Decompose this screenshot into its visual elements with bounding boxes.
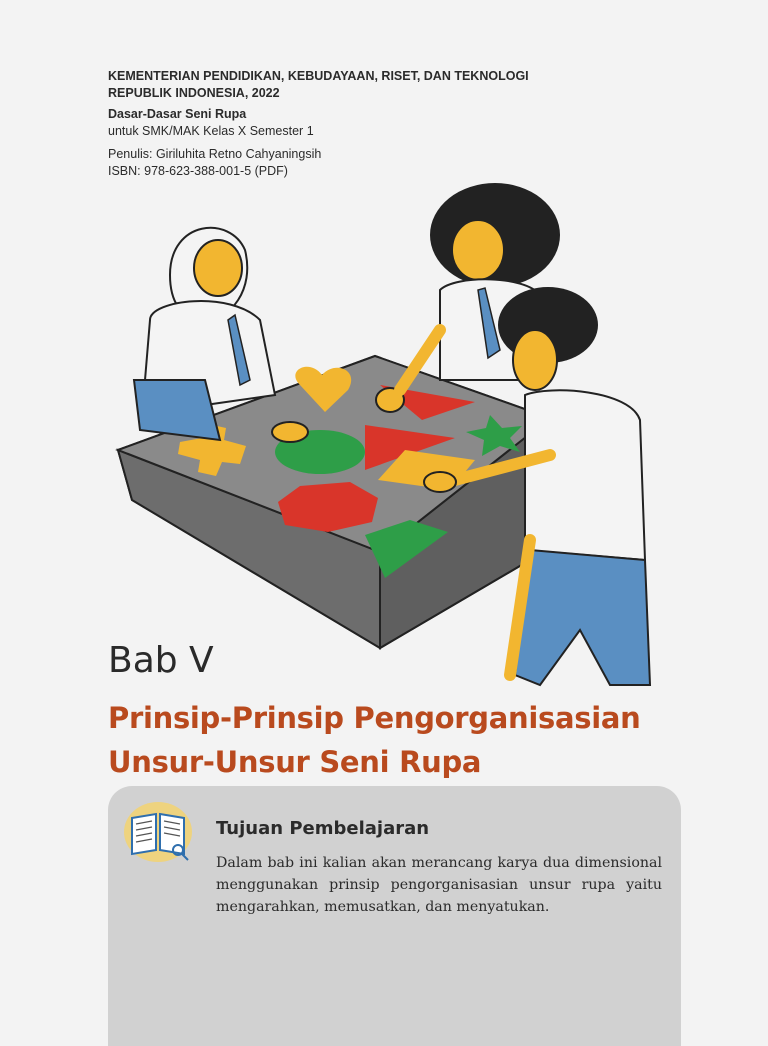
- book-info: [108, 68, 668, 180]
- open-book-icon: [122, 798, 194, 864]
- author: Penulis: Giriluhita Retno Cahyaningsih: [108, 147, 322, 161]
- publisher-line-1: KEMENTERIAN PENDIDIKAN, KEBUDAYAAN, RISET, DAN TEKNOLOGI: [108, 69, 529, 83]
- book-subtitle: untuk SMK/MAK Kelas X Semester 1: [108, 124, 314, 138]
- book-meta: [108, 146, 668, 180]
- objectives-text: Dalam bab ini kalian akan merancang karya dua dimensional menggunakan prinsip pengorganisasian unsur rupa yaitu mengarahkan, memusatkan, dan menyatukan.: [216, 855, 662, 915]
- isbn: ISBN: 978-623-388-001-5 (PDF): [108, 164, 288, 178]
- chapter-title-line-1: Prinsip-Prinsip Pengorganisasian: [108, 701, 641, 735]
- objectives-heading: Tujuan Pembelajaran: [216, 818, 430, 839]
- learning-objectives-box: [108, 786, 681, 1046]
- chapter-title: [108, 696, 708, 784]
- students-shapes-illustration: [110, 180, 670, 700]
- chapter-label: Bab V: [108, 640, 214, 681]
- publisher-line-2: REPUBLIK INDONESIA, 2022: [108, 86, 280, 100]
- book-title: Dasar-Dasar Seni Rupa: [108, 107, 247, 121]
- chapter-title-line-2: Unsur-Unsur Seni Rupa: [108, 745, 482, 779]
